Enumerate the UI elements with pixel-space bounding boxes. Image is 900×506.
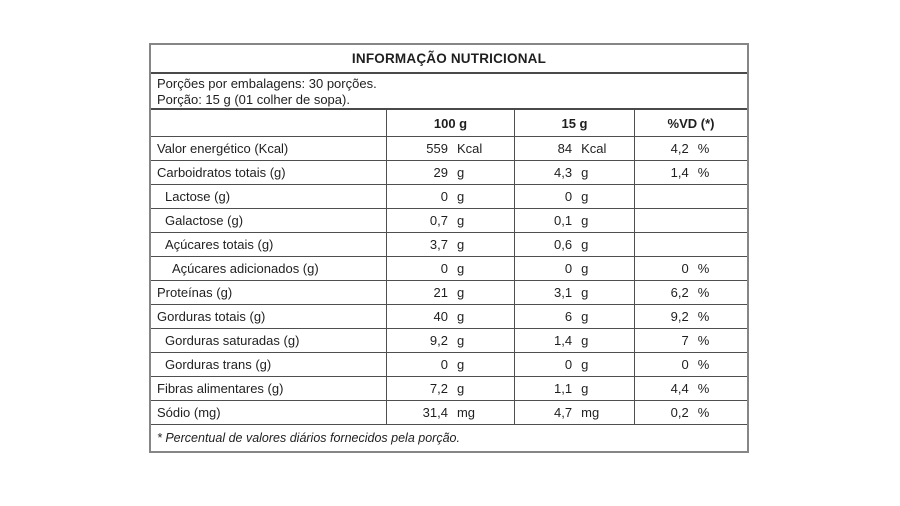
table-row: [151, 184, 747, 208]
value-per-100g: [386, 401, 514, 424]
value-number: 3,1: [554, 285, 573, 300]
value-number: 4,4: [670, 381, 689, 396]
value-per-15g: [514, 257, 634, 280]
value-unit: %: [697, 261, 710, 276]
value-unit: g: [456, 165, 465, 180]
value-unit: g: [581, 309, 589, 324]
value-per-100g: [386, 185, 514, 208]
value-per-100g: [386, 305, 514, 328]
nutrient-label: Galactose (g): [165, 213, 244, 228]
nutrient-label: Carboidratos totais (g): [157, 165, 286, 180]
value-unit: %: [697, 285, 710, 300]
value-number: 0,6: [554, 237, 573, 252]
value-number: 0: [564, 261, 573, 276]
nutrient-label: Açúcares totais (g): [165, 237, 274, 252]
value-per-100g: [386, 329, 514, 352]
value-daily-percent: [634, 161, 747, 184]
value-unit: g: [581, 237, 589, 252]
value-unit: g: [581, 165, 589, 180]
value-number: 7,2: [429, 381, 448, 396]
column-header-100g: 100 g: [386, 110, 514, 136]
value-number: 31,4: [422, 405, 448, 420]
value-per-15g: [514, 281, 634, 304]
column-header-nutrient: [151, 110, 386, 136]
nutrient-label: Proteínas (g): [157, 285, 233, 300]
value-number: 40: [433, 309, 448, 324]
value-daily-percent: [634, 305, 747, 328]
value-unit: g: [581, 333, 589, 348]
value-per-100g: [386, 353, 514, 376]
value-number: 9,2: [429, 333, 448, 348]
value-daily-percent: [634, 137, 747, 160]
value-per-15g: [514, 305, 634, 328]
value-unit: %: [697, 165, 710, 180]
value-number: 21: [433, 285, 448, 300]
nutrient-label: Lactose (g): [165, 189, 231, 204]
table-row: [151, 400, 747, 424]
value-number: 1,4: [670, 165, 689, 180]
value-unit: g: [581, 357, 589, 372]
value-number: 0: [564, 189, 573, 204]
value-per-15g: [514, 185, 634, 208]
value-unit: g: [581, 213, 589, 228]
value-per-15g: [514, 377, 634, 400]
table-row: [151, 208, 747, 232]
value-number: 0: [440, 261, 448, 276]
column-header-daily-value: %VD (*): [634, 110, 747, 136]
servings-per-package: Porções por embalagens: 30 porções.: [157, 76, 377, 91]
value-per-100g: [386, 161, 514, 184]
serving-size: Porção: 15 g (01 colher de sopa).: [157, 92, 350, 107]
value-number: 4,2: [670, 141, 689, 156]
value-number: 559: [426, 141, 448, 156]
value-daily-percent: [634, 257, 747, 280]
table-row: [151, 328, 747, 352]
value-per-15g: [514, 161, 634, 184]
value-unit: %: [697, 405, 710, 420]
value-unit: g: [581, 285, 589, 300]
table-row: [151, 136, 747, 160]
value-daily-percent: [634, 233, 747, 256]
value-number: 4,3: [554, 165, 573, 180]
value-number: 7: [681, 333, 689, 348]
value-daily-percent: [634, 401, 747, 424]
table-row: [151, 256, 747, 280]
value-daily-percent: [634, 353, 747, 376]
value-unit: g: [456, 381, 465, 396]
value-per-15g: [514, 329, 634, 352]
value-number: 0: [440, 189, 448, 204]
table-row: [151, 232, 747, 256]
value-per-100g: [386, 257, 514, 280]
value-per-15g: [514, 209, 634, 232]
serving-info: [151, 74, 747, 110]
value-per-100g: [386, 209, 514, 232]
value-daily-percent: [634, 329, 747, 352]
value-unit: %: [697, 381, 710, 396]
table-body: [151, 136, 747, 424]
value-number: 1,4: [554, 333, 573, 348]
value-number: 29: [433, 165, 448, 180]
value-unit: g: [581, 381, 589, 396]
value-number: 0: [681, 357, 689, 372]
table-row: [151, 352, 747, 376]
value-daily-percent: [634, 209, 747, 232]
value-number: 3,7: [429, 237, 448, 252]
value-per-15g: [514, 233, 634, 256]
nutrient-label: Valor energético (Kcal): [157, 141, 289, 156]
value-number: 4,7: [554, 405, 573, 420]
value-daily-percent: [634, 377, 747, 400]
value-per-15g: [514, 401, 634, 424]
value-unit: Kcal: [456, 141, 483, 156]
table-row: [151, 280, 747, 304]
value-unit: %: [697, 357, 710, 372]
value-per-100g: [386, 281, 514, 304]
value-unit: %: [697, 333, 710, 348]
value-unit: g: [581, 189, 589, 204]
column-header-row: [151, 110, 747, 136]
value-per-100g: [386, 137, 514, 160]
value-per-15g: [514, 137, 634, 160]
value-unit: g: [581, 261, 589, 276]
nutrient-label: Fibras alimentares (g): [157, 381, 284, 396]
value-number: 0,7: [429, 213, 448, 228]
value-number: 1,1: [554, 381, 573, 396]
nutrient-label: Gorduras saturadas (g): [165, 333, 300, 348]
value-per-15g: [514, 353, 634, 376]
value-unit: g: [456, 333, 465, 348]
value-number: 6: [564, 309, 573, 324]
nutrition-facts-table: [149, 43, 749, 453]
value-unit: mg: [456, 405, 476, 420]
value-unit: g: [456, 237, 465, 252]
value-number: 84: [557, 141, 573, 156]
value-daily-percent: [634, 185, 747, 208]
nutrient-label: Gorduras trans (g): [165, 357, 272, 372]
value-unit: g: [456, 285, 465, 300]
value-unit: Kcal: [581, 141, 607, 156]
value-unit: g: [456, 261, 465, 276]
nutrient-label: Açúcares adicionados (g): [172, 261, 319, 276]
value-unit: %: [697, 141, 710, 156]
value-per-100g: [386, 377, 514, 400]
footnote: * Percentual de valores diários fornecidos pela porção.: [151, 424, 747, 451]
value-per-100g: [386, 233, 514, 256]
table-title: INFORMAÇÃO NUTRICIONAL: [151, 45, 747, 74]
value-number: 0,1: [554, 213, 573, 228]
column-header-15g: 15 g: [514, 110, 634, 136]
value-unit: g: [456, 213, 465, 228]
value-daily-percent: [634, 281, 747, 304]
value-unit: g: [456, 189, 465, 204]
value-number: 0: [440, 357, 448, 372]
value-number: 0: [681, 261, 689, 276]
value-unit: %: [697, 309, 710, 324]
value-number: 6,2: [670, 285, 689, 300]
value-number: 0: [564, 357, 573, 372]
value-unit: g: [456, 357, 465, 372]
nutrient-label: Gorduras totais (g): [157, 309, 266, 324]
value-number: 9,2: [670, 309, 689, 324]
value-unit: g: [456, 309, 465, 324]
table-row: [151, 376, 747, 400]
nutrient-label: Sódio (mg): [157, 405, 221, 420]
value-unit: mg: [581, 405, 600, 420]
value-number: 0,2: [670, 405, 689, 420]
table-row: [151, 304, 747, 328]
table-row: [151, 160, 747, 184]
